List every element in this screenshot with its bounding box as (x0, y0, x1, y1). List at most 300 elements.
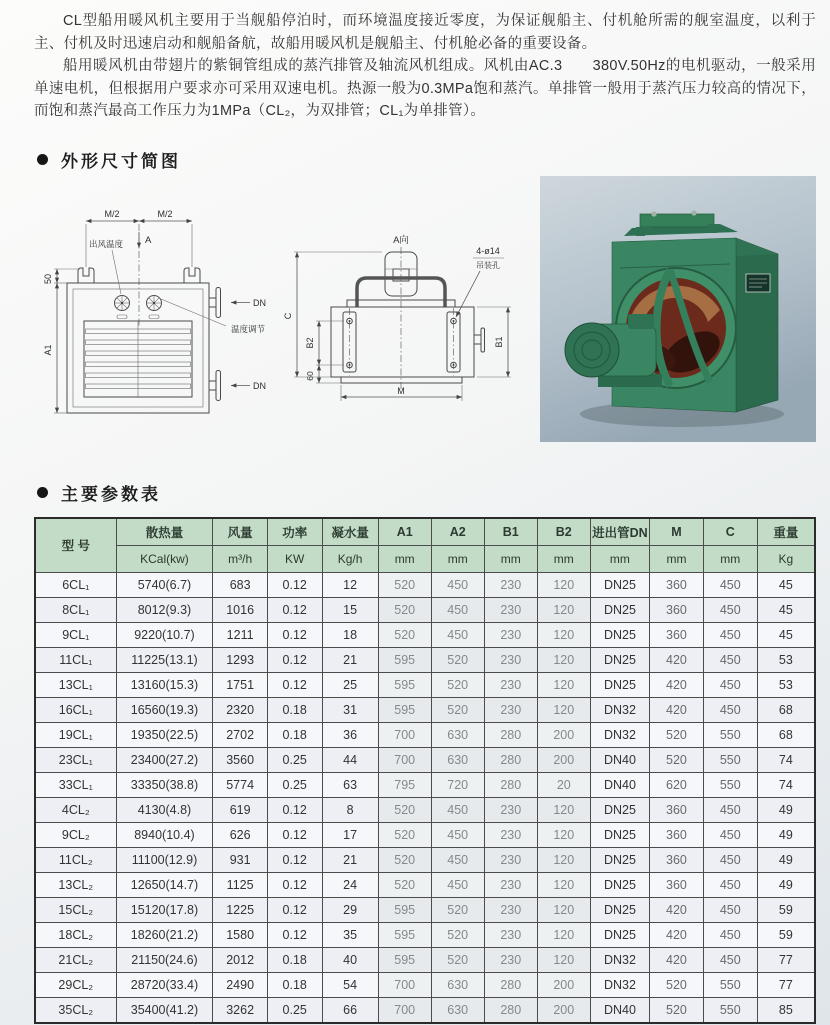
value-cell: 520 (378, 622, 431, 647)
value-cell: 450 (703, 897, 757, 922)
value-cell: 74 (757, 772, 815, 797)
value-cell: 13160(15.3) (116, 672, 213, 697)
model-cell: 13CL₂ (35, 872, 116, 897)
value-cell: 0.25 (267, 772, 322, 797)
value-cell: 120 (537, 697, 590, 722)
temp-adjust-label: 温度调节 (230, 323, 266, 334)
value-cell: 520 (378, 872, 431, 897)
value-cell: 700 (378, 722, 431, 747)
value-cell: 450 (703, 597, 757, 622)
value-cell: 4130(4.8) (116, 797, 213, 822)
dim-50-label: 50 (43, 273, 53, 284)
model-cell: 15CL₂ (35, 897, 116, 922)
value-cell: 53 (757, 672, 815, 697)
col-unit: Kg/h (322, 545, 378, 572)
value-cell: 630 (431, 722, 484, 747)
value-cell: 2012 (213, 947, 268, 972)
section-title-dimensions: 外形尺寸简图 (61, 151, 181, 171)
value-cell: DN25 (590, 597, 649, 622)
value-cell: 520 (431, 947, 484, 972)
value-cell: 0.18 (267, 947, 322, 972)
value-cell: DN25 (590, 897, 649, 922)
value-cell: 420 (650, 697, 704, 722)
dim-c-label: C (283, 312, 293, 319)
table-row (35, 722, 815, 747)
value-cell: 1211 (213, 622, 268, 647)
table-row (35, 672, 815, 697)
value-cell: 520 (378, 797, 431, 822)
col-unit: mm (650, 545, 704, 572)
col-unit: mm (537, 545, 590, 572)
value-cell: 5774 (213, 772, 268, 797)
value-cell: 16560(19.3) (116, 697, 213, 722)
model-cell: 33CL₁ (35, 772, 116, 797)
value-cell: 15120(17.8) (116, 897, 213, 922)
value-cell: 420 (650, 897, 704, 922)
value-cell: 450 (431, 797, 484, 822)
lifting-holes-label: 4-ø14 (476, 245, 500, 256)
louver-grille (84, 321, 192, 397)
value-cell: 3560 (213, 747, 268, 772)
value-cell: 3262 (213, 997, 268, 1023)
value-cell: DN25 (590, 672, 649, 697)
col-header: M (650, 518, 704, 546)
model-cell: 29CL₂ (35, 972, 116, 997)
value-cell: 0.12 (267, 622, 322, 647)
value-cell: 280 (484, 997, 537, 1023)
value-cell: 49 (757, 847, 815, 872)
value-cell: 120 (537, 797, 590, 822)
value-cell: 550 (703, 722, 757, 747)
value-cell: 5740(6.7) (116, 572, 213, 597)
model-cell: 9CL₁ (35, 622, 116, 647)
dim-b2-label: B2 (305, 336, 315, 349)
value-cell: 120 (537, 872, 590, 897)
value-cell: 360 (650, 622, 704, 647)
value-cell: 230 (484, 922, 537, 947)
value-cell: 2320 (213, 697, 268, 722)
value-cell: 36 (322, 722, 378, 747)
value-cell: 626 (213, 822, 268, 847)
value-cell: 520 (650, 747, 704, 772)
value-cell: 230 (484, 597, 537, 622)
model-cell: 8CL₁ (35, 597, 116, 622)
section-header-parameters (37, 480, 816, 505)
value-cell: 0.12 (267, 897, 322, 922)
col-header: B1 (484, 518, 537, 546)
value-cell: 18260(21.2) (116, 922, 213, 947)
table-row (35, 597, 815, 622)
outlet-temp-gauge (115, 295, 130, 318)
value-cell: 520 (431, 897, 484, 922)
value-cell: DN25 (590, 622, 649, 647)
value-cell: 35400(41.2) (116, 997, 213, 1023)
value-cell: 120 (537, 647, 590, 672)
value-cell: 550 (703, 997, 757, 1023)
value-cell: 450 (431, 622, 484, 647)
value-cell: 0.12 (267, 572, 322, 597)
value-cell: 0.12 (267, 672, 322, 697)
value-cell: DN40 (590, 747, 649, 772)
table-row (35, 697, 815, 722)
col-unit: mm (703, 545, 757, 572)
value-cell: 450 (703, 922, 757, 947)
intro-section (34, 10, 816, 123)
value-cell: 700 (378, 997, 431, 1023)
value-cell: 420 (650, 647, 704, 672)
value-cell: 450 (703, 622, 757, 647)
value-cell: 595 (378, 922, 431, 947)
value-cell: 700 (378, 972, 431, 997)
value-cell: 795 (378, 772, 431, 797)
value-cell: 49 (757, 822, 815, 847)
value-cell: 520 (431, 922, 484, 947)
value-cell: 230 (484, 647, 537, 672)
value-cell: 520 (650, 997, 704, 1023)
value-cell: 59 (757, 922, 815, 947)
value-cell: 0.12 (267, 872, 322, 897)
table-row (35, 822, 815, 847)
col-header: 散热量 (116, 518, 213, 546)
value-cell: DN32 (590, 697, 649, 722)
value-cell: 0.12 (267, 922, 322, 947)
value-cell: 200 (537, 972, 590, 997)
value-cell: 595 (378, 697, 431, 722)
value-cell: 21150(24.6) (116, 947, 213, 972)
value-cell: 17 (322, 822, 378, 847)
value-cell: 520 (378, 822, 431, 847)
value-cell: 24 (322, 872, 378, 897)
value-cell: 44 (322, 747, 378, 772)
model-cell: 16CL₁ (35, 697, 116, 722)
value-cell: 1016 (213, 597, 268, 622)
value-cell: 120 (537, 597, 590, 622)
value-cell: 230 (484, 672, 537, 697)
value-cell: 520 (431, 697, 484, 722)
value-cell: 68 (757, 722, 815, 747)
value-cell: 420 (650, 947, 704, 972)
col-header: A1 (378, 518, 431, 546)
table-row (35, 797, 815, 822)
value-cell: 550 (703, 747, 757, 772)
value-cell: 450 (703, 672, 757, 697)
value-cell: 59 (757, 897, 815, 922)
table-row (35, 897, 815, 922)
dim-m-label: M (397, 385, 405, 396)
section-mark-label: A (145, 234, 152, 246)
value-cell: 520 (650, 972, 704, 997)
value-cell: 35 (322, 922, 378, 947)
value-cell: 450 (703, 572, 757, 597)
value-cell: 120 (537, 672, 590, 697)
col-unit: mm (378, 545, 431, 572)
value-cell: 1293 (213, 647, 268, 672)
model-cell: 4CL₂ (35, 797, 116, 822)
value-cell: 520 (378, 597, 431, 622)
value-cell: 54 (322, 972, 378, 997)
value-cell: 0.18 (267, 972, 322, 997)
col-header: B2 (537, 518, 590, 546)
model-cell: 13CL₁ (35, 672, 116, 697)
table-row (35, 872, 815, 897)
value-cell: 550 (703, 772, 757, 797)
value-cell: 230 (484, 822, 537, 847)
value-cell: 450 (431, 847, 484, 872)
value-cell: 11225(13.1) (116, 647, 213, 672)
value-cell: 12650(14.7) (116, 872, 213, 897)
value-cell: 8012(9.3) (116, 597, 213, 622)
value-cell: 8 (322, 797, 378, 822)
value-cell: 53 (757, 647, 815, 672)
value-cell: 450 (703, 847, 757, 872)
value-cell: 520 (650, 722, 704, 747)
value-cell: 420 (650, 672, 704, 697)
value-cell: 45 (757, 572, 815, 597)
intro-paragraph-2: 船用暖风机由带翅片的紫铜管组成的蒸汽排管及轴流风机组成。风机由AC.3 380V.50Hz的电机驱动，一般采用单速电机，但根据用户要求亦可采用双速电机。热源一般为0.3MPa饱和蒸汽。单排管一般用于蒸汽压力较高的情况下，而饱和蒸汽最高工作压力为1MPa（CL₂，为双排管；CL₁为单排管）。 (34, 58, 816, 119)
value-cell: 0.18 (267, 722, 322, 747)
value-cell: 520 (378, 572, 431, 597)
value-cell: DN25 (590, 822, 649, 847)
col-unit: mm (431, 545, 484, 572)
value-cell: 0.25 (267, 997, 322, 1023)
value-cell: 595 (378, 897, 431, 922)
section-header-dimensions (37, 147, 816, 172)
model-cell: 21CL₂ (35, 947, 116, 972)
value-cell: 720 (431, 772, 484, 797)
value-cell: 0.25 (267, 747, 322, 772)
value-cell: 630 (431, 747, 484, 772)
section-title-parameters: 主要参数表 (61, 484, 161, 504)
value-cell: 280 (484, 772, 537, 797)
lifting-holes-sub-label: 吊装孔 (476, 260, 500, 270)
col-header: 凝水量 (322, 518, 378, 546)
value-cell: 619 (213, 797, 268, 822)
value-cell: 520 (431, 672, 484, 697)
value-cell: 595 (378, 947, 431, 972)
intro-paragraph-1: CL型船用暖风机主要用于当舰船停泊时，而环境温度接近零度，为保证舰船主、付机舱所需的舰室温度，以利于主、付机及时迅速启动和舰船备航，故船用暖风机是舰船主、付机舱必备的重要设备。 (34, 13, 816, 52)
value-cell: 450 (431, 822, 484, 847)
col-header: 重量 (757, 518, 815, 546)
col-header: 风量 (213, 518, 268, 546)
table-row (35, 947, 815, 972)
value-cell: 40 (322, 947, 378, 972)
value-cell: 520 (378, 847, 431, 872)
value-cell: 360 (650, 597, 704, 622)
value-cell: 230 (484, 847, 537, 872)
value-cell: 595 (378, 672, 431, 697)
outlet-temp-label: 出风温度 (88, 238, 124, 249)
value-cell: 29 (322, 897, 378, 922)
bullet-icon (37, 487, 48, 498)
value-cell: 620 (650, 772, 704, 797)
table-row (35, 847, 815, 872)
value-cell: 120 (537, 897, 590, 922)
value-cell: 200 (537, 747, 590, 772)
col-header: 功率 (267, 518, 322, 546)
value-cell: 450 (703, 947, 757, 972)
value-cell: 23400(27.2) (116, 747, 213, 772)
value-cell: 630 (431, 972, 484, 997)
value-cell: 21 (322, 847, 378, 872)
view-a-label: A向 (393, 234, 409, 246)
value-cell: 200 (537, 997, 590, 1023)
value-cell: 0.18 (267, 697, 322, 722)
value-cell: 230 (484, 872, 537, 897)
value-cell: 931 (213, 847, 268, 872)
value-cell: 450 (431, 872, 484, 897)
col-header: A2 (431, 518, 484, 546)
model-cell: 19CL₁ (35, 722, 116, 747)
value-cell: 45 (757, 622, 815, 647)
value-cell: 280 (484, 722, 537, 747)
value-cell: 66 (322, 997, 378, 1023)
col-header: 进出管DN (590, 518, 649, 546)
value-cell: 230 (484, 897, 537, 922)
col-unit: Kg (757, 545, 815, 572)
value-cell: 360 (650, 847, 704, 872)
value-cell: 120 (537, 847, 590, 872)
value-cell: 15 (322, 597, 378, 622)
value-cell: 2490 (213, 972, 268, 997)
params-table (34, 517, 816, 1024)
value-cell: DN25 (590, 872, 649, 897)
table-row (35, 972, 815, 997)
value-cell: 33350(38.8) (116, 772, 213, 797)
model-cell: 35CL₂ (35, 997, 116, 1023)
model-cell: 18CL₂ (35, 922, 116, 947)
value-cell: 683 (213, 572, 268, 597)
value-cell: 595 (378, 647, 431, 672)
value-cell: 21 (322, 647, 378, 672)
value-cell: 700 (378, 747, 431, 772)
value-cell: DN40 (590, 997, 649, 1023)
value-cell: DN25 (590, 797, 649, 822)
dim-b1-label: B1 (494, 335, 504, 348)
value-cell: 450 (703, 822, 757, 847)
value-cell: 230 (484, 622, 537, 647)
value-cell: 2702 (213, 722, 268, 747)
value-cell: 120 (537, 947, 590, 972)
col-header: C (703, 518, 757, 546)
value-cell: DN25 (590, 647, 649, 672)
value-cell: 12 (322, 572, 378, 597)
value-cell: DN25 (590, 847, 649, 872)
value-cell: 19350(22.5) (116, 722, 213, 747)
model-cell: 23CL₁ (35, 747, 116, 772)
value-cell: 68 (757, 697, 815, 722)
value-cell: 1225 (213, 897, 268, 922)
value-cell: 360 (650, 822, 704, 847)
table-row (35, 572, 815, 597)
value-cell: 49 (757, 797, 815, 822)
model-cell: 9CL₂ (35, 822, 116, 847)
value-cell: 420 (650, 922, 704, 947)
value-cell: 28720(33.4) (116, 972, 213, 997)
value-cell: 450 (703, 647, 757, 672)
value-cell: 360 (650, 872, 704, 897)
product-photo (540, 176, 816, 442)
value-cell: 450 (703, 872, 757, 897)
value-cell: DN32 (590, 947, 649, 972)
value-cell: 280 (484, 747, 537, 772)
value-cell: 8940(10.4) (116, 822, 213, 847)
value-cell: 120 (537, 622, 590, 647)
col-unit: mm (590, 545, 649, 572)
value-cell: 11100(12.9) (116, 847, 213, 872)
value-cell: 45 (757, 597, 815, 622)
col-unit: KCal(kw) (116, 545, 213, 572)
value-cell: 450 (431, 572, 484, 597)
value-cell: 200 (537, 722, 590, 747)
value-cell: 1125 (213, 872, 268, 897)
value-cell: 280 (484, 972, 537, 997)
table-row (35, 772, 815, 797)
value-cell: 550 (703, 972, 757, 997)
value-cell: DN32 (590, 722, 649, 747)
col-unit: KW (267, 545, 322, 572)
value-cell: 520 (431, 647, 484, 672)
value-cell: DN25 (590, 572, 649, 597)
value-cell: 25 (322, 672, 378, 697)
bullet-icon (37, 154, 48, 165)
table-row (35, 647, 815, 672)
value-cell: 450 (703, 797, 757, 822)
front-view-diagram (34, 190, 274, 450)
value-cell: 230 (484, 697, 537, 722)
table-row (35, 997, 815, 1023)
value-cell: 18 (322, 622, 378, 647)
value-cell: 120 (537, 822, 590, 847)
value-cell: 360 (650, 797, 704, 822)
mounting-strip-left (343, 308, 356, 376)
value-cell: 74 (757, 747, 815, 772)
value-cell: 9220(10.7) (116, 622, 213, 647)
dim-m2-left-label: M/2 (104, 208, 120, 219)
model-cell: 6CL₁ (35, 572, 116, 597)
value-cell: DN32 (590, 972, 649, 997)
value-cell: 20 (537, 772, 590, 797)
mounting-strip-right (447, 308, 460, 376)
model-cell: 11CL₁ (35, 647, 116, 672)
table-row (35, 622, 815, 647)
value-cell: 63 (322, 772, 378, 797)
value-cell: 360 (650, 572, 704, 597)
value-cell: DN40 (590, 772, 649, 797)
params-table-head (35, 518, 815, 573)
value-cell: 77 (757, 972, 815, 997)
dim-a1-label: A1 (43, 343, 53, 356)
temp-adjust-gauge (147, 295, 162, 318)
value-cell: 77 (757, 947, 815, 972)
value-cell: 450 (431, 597, 484, 622)
dn-top-label: DN (253, 297, 266, 308)
value-cell: 0.12 (267, 597, 322, 622)
value-cell: 230 (484, 572, 537, 597)
value-cell: 0.12 (267, 797, 322, 822)
value-cell: 85 (757, 997, 815, 1023)
col-header-model: 型 号 (35, 518, 116, 573)
dim-m2-right-label: M/2 (157, 208, 173, 219)
model-cell: 11CL₂ (35, 847, 116, 872)
value-cell: 230 (484, 947, 537, 972)
col-unit: m³/h (213, 545, 268, 572)
value-cell: 630 (431, 997, 484, 1023)
value-cell: 0.12 (267, 647, 322, 672)
value-cell: 31 (322, 697, 378, 722)
dim-60-label: 60 (305, 370, 315, 381)
value-cell: 230 (484, 797, 537, 822)
value-cell: 0.12 (267, 847, 322, 872)
